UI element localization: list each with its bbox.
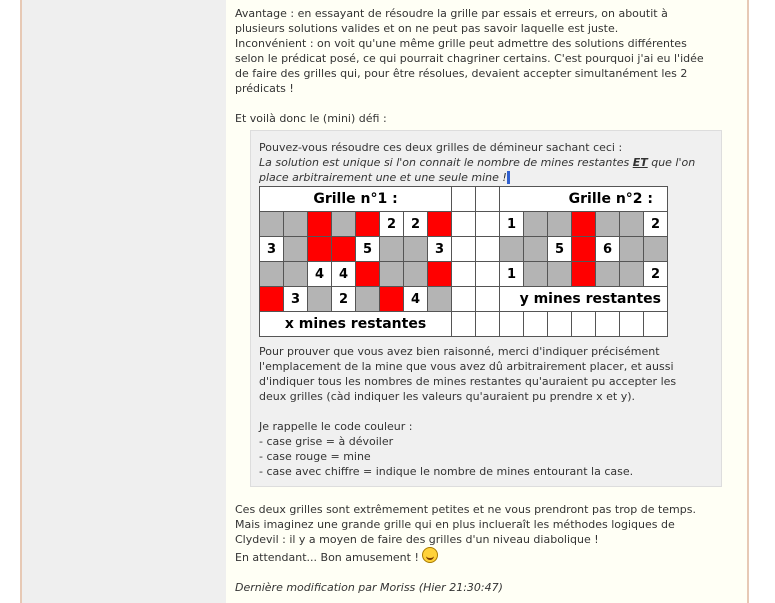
grid-spacer-cell bbox=[476, 187, 500, 212]
hidden-cell bbox=[548, 262, 572, 287]
x-mines-label: x mines restantes bbox=[260, 312, 452, 337]
hidden-cell bbox=[620, 212, 644, 237]
hidden-cell bbox=[524, 262, 548, 287]
mine-cell bbox=[380, 287, 404, 312]
minesweeper-grids bbox=[259, 186, 668, 337]
mine-cell bbox=[572, 212, 596, 237]
hidden-cell bbox=[284, 262, 308, 287]
number-cell: 5 bbox=[356, 237, 380, 262]
empty-cell bbox=[620, 312, 644, 337]
hidden-cell bbox=[644, 237, 668, 262]
number-cell: 3 bbox=[284, 287, 308, 312]
empty-cell bbox=[476, 312, 500, 337]
mine-cell bbox=[428, 212, 452, 237]
intro-line: selon le prédicat posé, ce qui pourrait chagriner certains. C'est pourquoi j'ai eu l'idée bbox=[235, 52, 704, 65]
empty-cell bbox=[476, 287, 500, 312]
quote-block bbox=[250, 130, 722, 487]
intro-line: plusieurs solutions valides et on ne peut pas savoir laquelle est juste. bbox=[235, 22, 619, 35]
intro-line: Inconvénient : on voit qu'une même grille peut admettre des solutions différentes bbox=[235, 37, 687, 50]
hidden-cell bbox=[428, 287, 452, 312]
legend-grey: - case grise = à dévoiler bbox=[259, 435, 394, 448]
legend-number: - case avec chiffre = indique le nombre de mines entourant la case. bbox=[259, 465, 634, 478]
number-cell: 2 bbox=[404, 212, 428, 237]
legend-title: Je rappelle le code couleur : bbox=[259, 420, 413, 433]
grid2-title: Grille n°2 : bbox=[500, 187, 668, 212]
grid-row bbox=[260, 312, 668, 337]
empty-cell bbox=[452, 212, 476, 237]
empty-cell bbox=[476, 262, 500, 287]
grid-title-row bbox=[260, 187, 668, 212]
grid1-title: Grille n°1 : bbox=[260, 187, 452, 212]
hidden-cell bbox=[284, 237, 308, 262]
empty-cell bbox=[644, 312, 668, 337]
mine-cell bbox=[572, 262, 596, 287]
hidden-cell bbox=[404, 262, 428, 287]
mine-cell bbox=[332, 237, 356, 262]
number-cell: 3 bbox=[428, 237, 452, 262]
empty-cell bbox=[476, 237, 500, 262]
y-mines-label: y mines restantes bbox=[500, 287, 668, 312]
number-cell: 2 bbox=[380, 212, 404, 237]
empty-cell bbox=[572, 312, 596, 337]
quote-condition: La solution est unique si l'on connait le nombre de mines restantes ET que l'on bbox=[259, 156, 696, 169]
empty-cell bbox=[452, 262, 476, 287]
number-cell: 1 bbox=[500, 212, 524, 237]
empty-cell bbox=[452, 287, 476, 312]
last-modified: Dernière modification par Moriss (Hier 21:30:47) bbox=[235, 581, 503, 594]
hidden-cell bbox=[356, 287, 380, 312]
hidden-cell bbox=[332, 212, 356, 237]
intro-line: Avantage : en essayant de résoudre la grille par essais et erreurs, on aboutit à bbox=[235, 7, 668, 20]
empty-cell bbox=[524, 312, 548, 337]
hidden-cell bbox=[620, 262, 644, 287]
number-cell: 2 bbox=[332, 287, 356, 312]
hidden-cell bbox=[524, 237, 548, 262]
quote-condition-line2: place arbitrairement une et une seule mine ! bbox=[259, 170, 721, 185]
number-cell: 4 bbox=[404, 287, 428, 312]
grid-row bbox=[260, 212, 668, 237]
grid-row bbox=[260, 237, 668, 262]
empty-cell bbox=[548, 312, 572, 337]
condition-et: ET bbox=[632, 156, 648, 169]
intro-line: de faire des grilles qui, pour être résolues, devaient accepter simultanément les 2 bbox=[235, 67, 688, 80]
grid-row bbox=[260, 262, 668, 287]
author-sidebar bbox=[22, 0, 226, 603]
empty-cell bbox=[476, 212, 500, 237]
mine-cell bbox=[572, 237, 596, 262]
mine-cell bbox=[356, 262, 380, 287]
page-border-right bbox=[747, 0, 749, 603]
mine-cell bbox=[260, 287, 284, 312]
outro-paragraph: Ces deux grilles sont extrêmement petites et ne vous prendront pas trop de temps. Mais imaginez une grande grille qui en plus inclueraît les méthodes logiques de Clydevil : il y a moyen de faire des grilles d'un niveau diabolique ! En attendant... Bon amusement ! bbox=[235, 502, 725, 565]
empty-cell bbox=[596, 312, 620, 337]
hidden-cell bbox=[620, 237, 644, 262]
hidden-cell bbox=[596, 262, 620, 287]
text-selection bbox=[507, 171, 511, 184]
empty-cell bbox=[500, 312, 524, 337]
hidden-cell bbox=[500, 237, 524, 262]
quote-question: Pouvez-vous résoudre ces deux grilles de démineur sachant ceci : bbox=[259, 141, 623, 154]
instructions: Pour prouver que vous avez bien raisonné, merci d'indiquer précisément l'emplacement de la mine que vous avez dû arbitrairement placer, et aussi d'indiquer tous les nombres de mines restantes qu'auraient pu accepter les deux grilles (càd indiquer les valeurs qu'auraient pu prendre x et y). Je rappelle le code couleur : - case grise = à dévoiler - case rouge = mine - case avec chiffre = indique le nombre de mines entourant la case. bbox=[259, 344, 721, 479]
hidden-cell bbox=[260, 262, 284, 287]
mine-cell bbox=[356, 212, 380, 237]
grid-spacer-cell bbox=[452, 187, 476, 212]
intro-paragraph bbox=[235, 6, 725, 96]
number-cell: 2 bbox=[644, 212, 668, 237]
number-cell: 2 bbox=[644, 262, 668, 287]
hidden-cell bbox=[284, 212, 308, 237]
closing-line: En attendant... Bon amusement ! bbox=[235, 547, 725, 565]
number-cell: 3 bbox=[260, 237, 284, 262]
intro-line: prédicats ! bbox=[235, 82, 294, 95]
hidden-cell bbox=[380, 237, 404, 262]
hidden-cell bbox=[380, 262, 404, 287]
number-cell: 5 bbox=[548, 237, 572, 262]
number-cell: 6 bbox=[596, 237, 620, 262]
challenge-intro: Et voilà donc le (mini) défi : bbox=[235, 112, 387, 125]
mine-cell bbox=[428, 262, 452, 287]
number-cell: 4 bbox=[332, 262, 356, 287]
number-cell: 1 bbox=[500, 262, 524, 287]
number-cell: 4 bbox=[308, 262, 332, 287]
hidden-cell bbox=[308, 287, 332, 312]
empty-cell bbox=[452, 312, 476, 337]
hidden-cell bbox=[524, 212, 548, 237]
mine-cell bbox=[308, 212, 332, 237]
empty-cell bbox=[452, 237, 476, 262]
mine-cell bbox=[308, 237, 332, 262]
grid-row bbox=[260, 287, 668, 312]
hidden-cell bbox=[596, 212, 620, 237]
hidden-cell bbox=[260, 212, 284, 237]
hidden-cell bbox=[548, 212, 572, 237]
grinning-face-icon bbox=[422, 547, 438, 563]
legend-red: - case rouge = mine bbox=[259, 450, 371, 463]
hidden-cell bbox=[404, 237, 428, 262]
